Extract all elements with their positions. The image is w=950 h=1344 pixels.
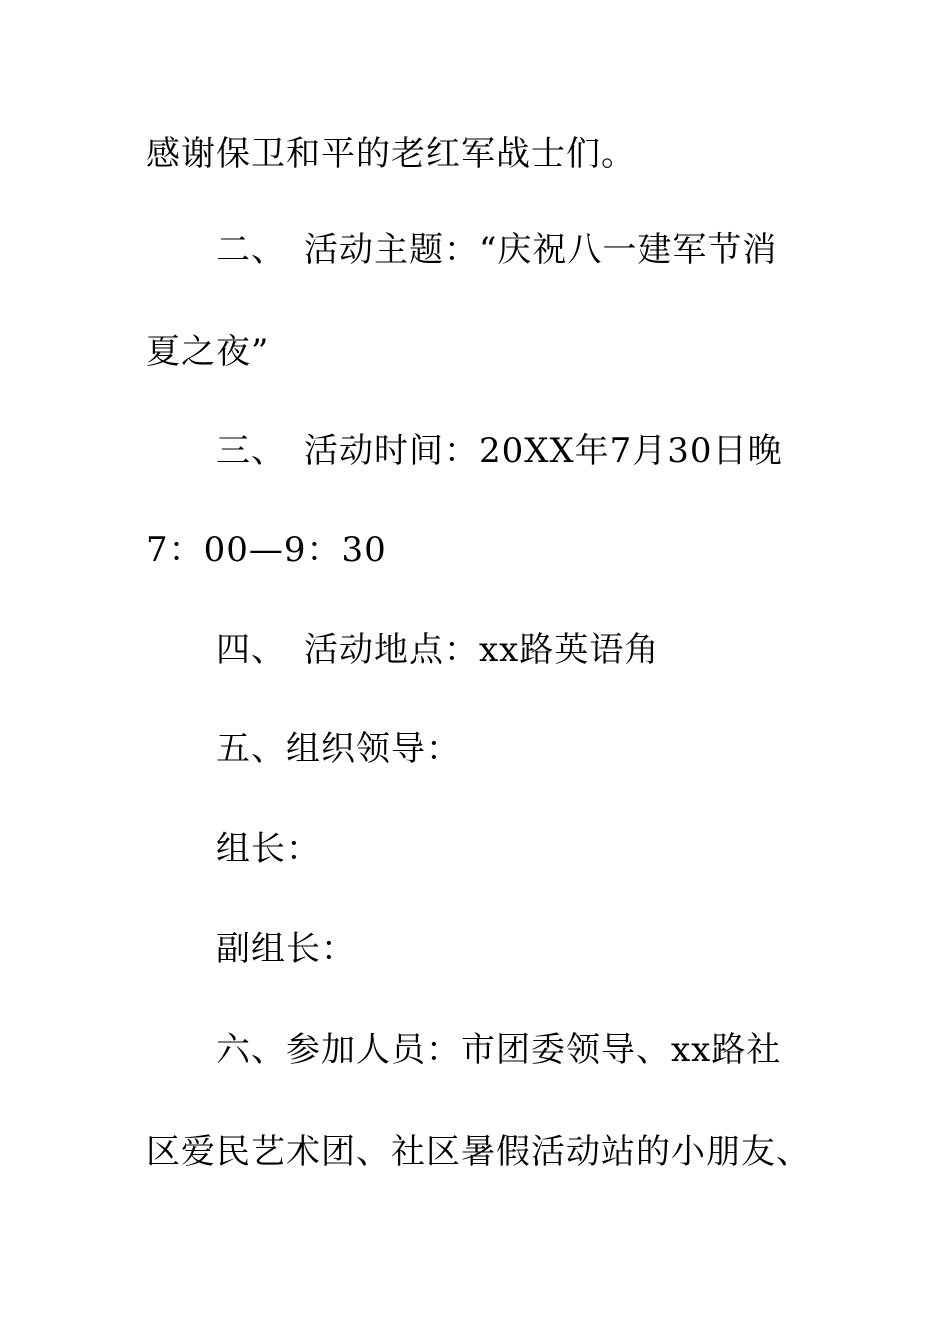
section-number: 三、 — [216, 431, 286, 471]
line-text: 组长： — [216, 829, 321, 869]
line-text: 副组长： — [216, 929, 356, 969]
section-number: 四、 — [216, 630, 286, 670]
section-heading-organization — [216, 729, 461, 769]
paragraph-line — [146, 530, 387, 570]
paragraph-line — [146, 1132, 811, 1172]
line-text: 7：00—9：30 — [146, 530, 387, 570]
section-number: 二、 — [216, 230, 286, 270]
section-heading-participants — [216, 1030, 781, 1070]
line-text: 区爱民艺术团、社区暑假活动站的小朋友、 — [146, 1132, 811, 1172]
section-heading-time — [216, 431, 783, 471]
paragraph-line — [216, 829, 321, 869]
line-text: 活动主题：“庆祝八一建军节消 — [304, 230, 778, 270]
paragraph-line — [146, 332, 269, 372]
line-text: 活动时间：20XX年7月30日晚 — [304, 431, 783, 471]
line-text: 六、参加人员：市团委领导、xx路社 — [216, 1030, 782, 1070]
line-text: 感谢保卫和平的老红军战士们。 — [146, 134, 636, 174]
section-heading-location — [216, 630, 659, 670]
line-text: 活动地点：xx路英语角 — [304, 630, 660, 670]
paragraph-line — [216, 929, 356, 969]
line-text: 夏之夜” — [146, 332, 270, 372]
line-text: 五、组织领导： — [216, 729, 461, 769]
section-heading-theme — [216, 230, 777, 270]
paragraph-line — [146, 134, 636, 174]
